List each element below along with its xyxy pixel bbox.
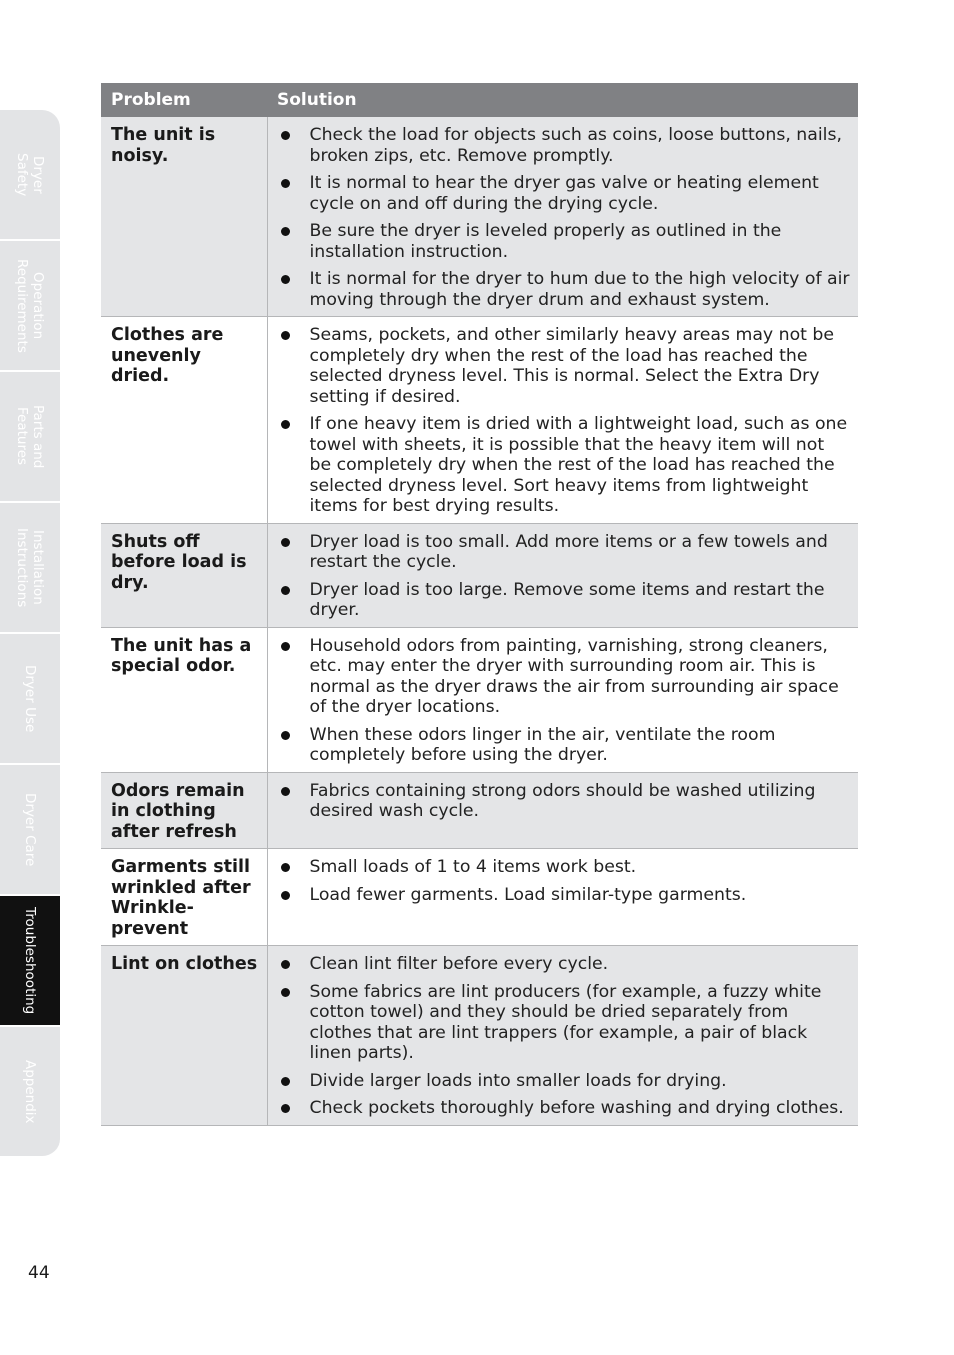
solution-item: Small loads of 1 to 4 items work best. bbox=[278, 857, 851, 878]
solution-item: If one heavy item is dried with a lightweight load, such as one towel with sheets, it is possible that the heavy item will not be completely dry when the rest of the load has reached the selected dryness level. Sort heavy items from lightweight items for best drying results. bbox=[278, 414, 851, 517]
solution-item: Be sure the dryer is leveled properly as outlined in the installation instruction. bbox=[278, 221, 851, 262]
tab-troubleshooting[interactable] bbox=[0, 896, 60, 1026]
table-row bbox=[101, 946, 858, 1126]
problem-cell: The unit has a special odor. bbox=[101, 627, 267, 772]
tab-label: Dryer Safety bbox=[14, 152, 46, 197]
problem-cell: Garments still wrinkled after Wrinkle-prevent bbox=[101, 849, 267, 946]
solution-item: Divide larger loads into smaller loads for drying. bbox=[278, 1071, 851, 1092]
table-row bbox=[101, 317, 858, 524]
solution-item: Load fewer garments. Load similar-type garments. bbox=[278, 885, 851, 906]
solution-cell bbox=[267, 946, 858, 1126]
problem-cell: Shuts off before load is dry. bbox=[101, 523, 267, 627]
problem-cell: Lint on clothes bbox=[101, 946, 267, 1126]
solution-item: Dryer load is too small. Add more items or a few towels and restart the cycle. bbox=[278, 532, 851, 573]
tab-label: Dryer Use bbox=[22, 664, 38, 733]
solution-item: Seams, pockets, and other similarly heavy areas may not be completely dry when the rest of the load has reached the selected dryness level. This is normal. Select the Extra Dry setting if desired. bbox=[278, 325, 851, 407]
page-number: 44 bbox=[28, 1263, 50, 1283]
solution-item: It is normal for the dryer to hum due to the high velocity of air moving through the dryer drum and exhaust system. bbox=[278, 269, 851, 310]
solution-item: It is normal to hear the dryer gas valve or heating element cycle on and off during the drying cycle. bbox=[278, 173, 851, 214]
solution-item: Household odors from painting, varnishing, strong cleaners, etc. may enter the dryer with surrounding room air. This is normal as the dryer draws the air from surrounding air space of the dryer locations. bbox=[278, 636, 851, 718]
table-row bbox=[101, 117, 858, 317]
table-row bbox=[101, 772, 858, 849]
tab-label: Installation Instructions bbox=[14, 527, 46, 608]
tab-label: Operation Requirements bbox=[14, 258, 46, 353]
tab-label: Dryer Care bbox=[22, 792, 38, 867]
solution-list bbox=[278, 636, 851, 766]
solution-item: Fabrics containing strong odors should be washed utilizing desired wash cycle. bbox=[278, 781, 851, 822]
solution-item: Check the load for objects such as coins, loose buttons, nails, broken zips, etc. Remove promptly. bbox=[278, 125, 851, 166]
solution-cell bbox=[267, 772, 858, 849]
table-header-row bbox=[101, 83, 858, 117]
tab-label: Parts and Features bbox=[14, 404, 46, 469]
header-problem: Problem bbox=[101, 83, 267, 117]
solution-cell bbox=[267, 627, 858, 772]
solution-cell bbox=[267, 523, 858, 627]
tab-label: Appendix bbox=[22, 1059, 38, 1124]
problem-cell: Odors remain in clothing after refresh bbox=[101, 772, 267, 849]
table-row bbox=[101, 523, 858, 627]
solution-cell bbox=[267, 317, 858, 524]
tab-dryer-care[interactable] bbox=[0, 765, 60, 895]
solution-item: Some fabrics are lint producers (for example, a fuzzy white cotton towel) and they should be dried separately from clothes that are lint trappers (for example, a pair of black linen parts). bbox=[278, 982, 851, 1064]
tab-dryer-use[interactable] bbox=[0, 634, 60, 764]
solution-item: Clean lint filter before every cycle. bbox=[278, 954, 851, 975]
tab-dryer-safety[interactable] bbox=[0, 110, 60, 240]
solution-list bbox=[278, 857, 851, 905]
solution-item: When these odors linger in the air, ventilate the room completely before using the dryer. bbox=[278, 725, 851, 766]
solution-item: Dryer load is too large. Remove some items and restart the dryer. bbox=[278, 580, 851, 621]
tab-appendix[interactable] bbox=[0, 1027, 60, 1157]
solution-cell bbox=[267, 849, 858, 946]
problem-cell: The unit is noisy. bbox=[101, 117, 267, 317]
solution-list bbox=[278, 325, 851, 517]
problem-cell: Clothes are unevenly dried. bbox=[101, 317, 267, 524]
tab-label: Troubleshooting bbox=[22, 906, 38, 1015]
solution-list bbox=[278, 781, 851, 822]
solution-list bbox=[278, 532, 851, 621]
solution-item: Check pockets thoroughly before washing and drying clothes. bbox=[278, 1098, 851, 1119]
header-solution: Solution bbox=[267, 83, 858, 117]
tab-installation-instructions[interactable] bbox=[0, 503, 60, 633]
table-row bbox=[101, 849, 858, 946]
table-row bbox=[101, 627, 858, 772]
tab-operation-requirements[interactable] bbox=[0, 241, 60, 371]
solution-cell bbox=[267, 117, 858, 317]
troubleshooting-table bbox=[101, 83, 858, 1126]
solution-list bbox=[278, 954, 851, 1119]
tab-parts-and-features[interactable] bbox=[0, 372, 60, 502]
solution-list bbox=[278, 125, 851, 310]
